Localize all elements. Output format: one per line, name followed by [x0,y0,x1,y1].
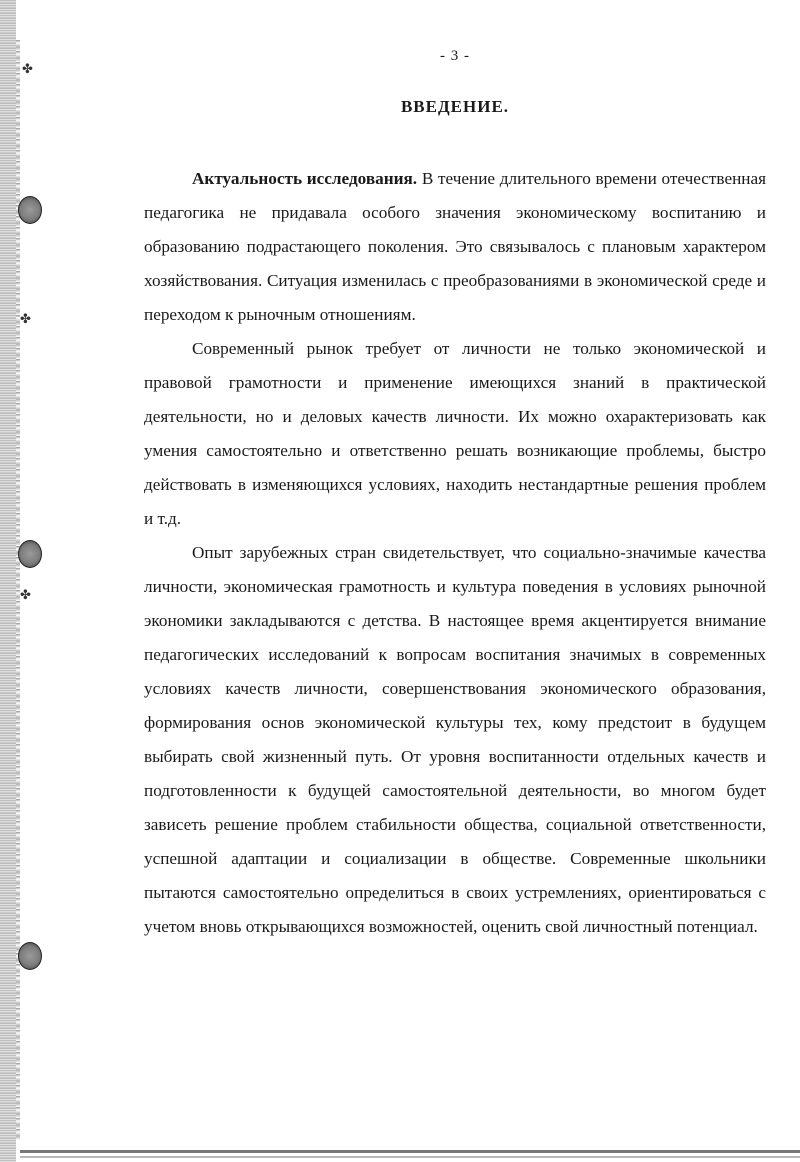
paragraph [144,536,766,944]
paragraph [144,162,766,332]
page-title: ВВЕДЕНИЕ. [400,97,510,116]
scan-bottom-rule [20,1150,800,1153]
document-body [144,162,766,944]
punch-hole-icon [18,196,42,224]
page-number: - 3 - [440,48,470,64]
paragraph-text: В течение длительного времени отечественная педагогика не придавала особого значения экономическому воспитанию и образованию подрастающего поколения. Это связывалось с плановым характером хозяйствования. Ситуация изменилась с преобразованиями в экономической среде и переходом к рыночным отношениям. [144,169,767,324]
paragraph-text: Опыт зарубежных стран свидетельствует, что социально-значимые качества личности, экономическая грамотность и культура поведения в условиях рыночной экономики закладываются с детства. В настоящее время акцентируется внимание педагогических исследований к вопросам воспитания значимых в современных условиях качеств личности, совершенствования экономического образования, формирования основ экономической культуры тех, кому предстоит в будущем выбирать свой жизненный путь. От уровня воспитанности отдельных качеств и подготовленности к будущей самостоятельной деятельности, во многом будет зависеть решение проблем стабильности общества, социальной ответственности, успешной адаптации и социализации в обществе. Современные школьники пытаются самостоятельно определиться в своих устремлениях, ориентироваться с учетом вновь открывающихся возможностей, оценить свой личностный потенциал. [144,543,766,936]
ink-mark-icon: ✤ [20,588,31,603]
paragraph-lead: Актуальность исследования. [192,169,418,188]
punch-hole-icon [18,942,42,970]
scan-edge-shadow [0,0,16,1162]
paragraph [144,332,766,536]
scan-bottom-rule [20,1156,800,1158]
ink-mark-icon: ✤ [22,62,33,77]
paragraph-text: Современный рынок требует от личности не только экономической и правовой грамотности и применение имеющихся знаний в практической деятельности, но и деловых качеств личности. Их можно охарактеризовать как умения самостоятельно и ответственно решать возникающие проблемы, быстро действовать в изменяющихся условиях, находить нестандартные решения проблем и т.д. [144,339,766,528]
punch-hole-icon [18,540,42,568]
ink-mark-icon: ✤ [20,312,31,327]
